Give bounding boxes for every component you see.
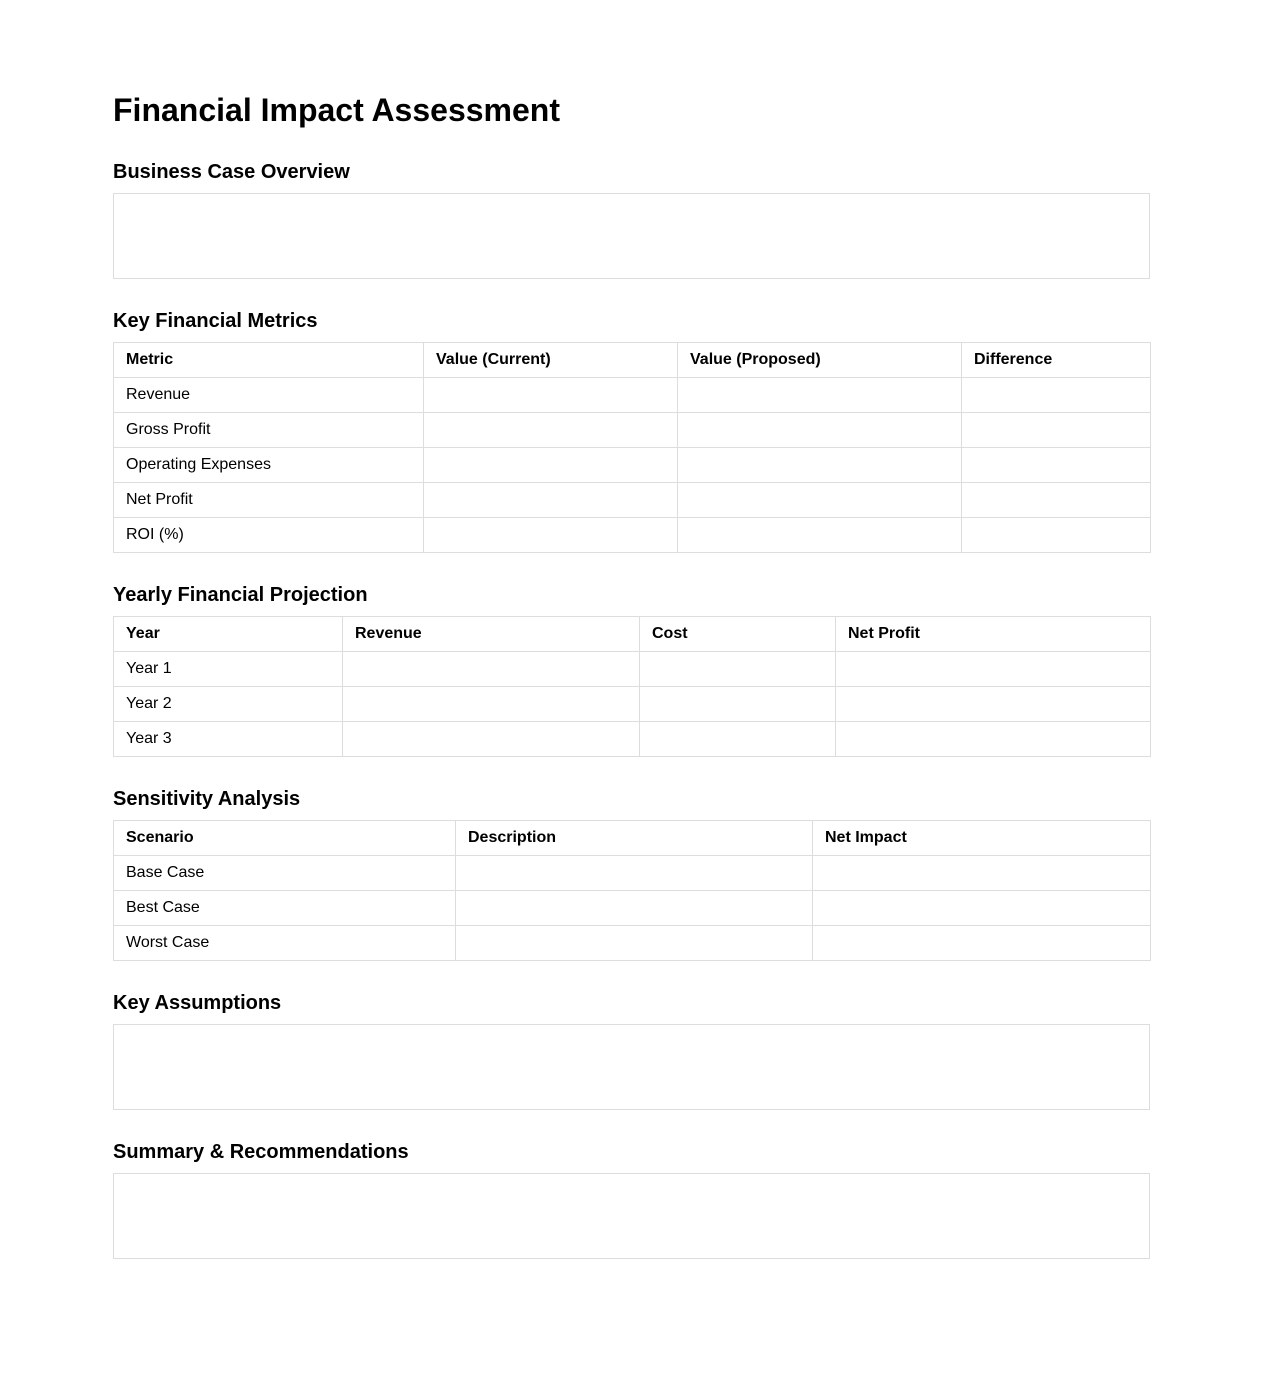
table-row <box>114 378 1151 413</box>
value-cell[interactable] <box>962 518 1151 553</box>
value-cell[interactable] <box>678 378 962 413</box>
value-cell[interactable] <box>343 652 640 687</box>
section-heading-business-case: Business Case Overview <box>113 161 350 183</box>
value-cell[interactable] <box>836 722 1151 757</box>
value-cell[interactable] <box>424 518 678 553</box>
table-row <box>114 448 1151 483</box>
table-row <box>114 687 1151 722</box>
row-label-cell: Year 2 <box>114 687 343 722</box>
section-heading-sensitivity: Sensitivity Analysis <box>113 788 301 810</box>
column-header: Scenario <box>114 821 456 856</box>
value-cell[interactable] <box>640 722 836 757</box>
table-row <box>114 891 1151 926</box>
value-cell[interactable] <box>424 448 678 483</box>
value-cell[interactable] <box>813 926 1151 961</box>
row-label-cell: ROI (%) <box>114 518 424 553</box>
value-cell[interactable] <box>456 891 813 926</box>
value-cell[interactable] <box>640 687 836 722</box>
table-row <box>114 483 1151 518</box>
value-cell[interactable] <box>813 891 1151 926</box>
page-title: Financial Impact Assessment <box>113 92 560 128</box>
column-header: Value (Current) <box>424 343 678 378</box>
value-cell[interactable] <box>456 856 813 891</box>
business-case-box[interactable] <box>113 193 1150 279</box>
row-label-cell: Worst Case <box>114 926 456 961</box>
sensitivity-table <box>113 820 1151 961</box>
row-label-cell: Revenue <box>114 378 424 413</box>
value-cell[interactable] <box>640 652 836 687</box>
value-cell[interactable] <box>343 722 640 757</box>
section-heading-projection: Yearly Financial Projection <box>113 584 368 606</box>
row-label-cell: Gross Profit <box>114 413 424 448</box>
table-row <box>114 856 1151 891</box>
assumptions-box[interactable] <box>113 1024 1150 1110</box>
value-cell[interactable] <box>836 652 1151 687</box>
table-row <box>114 518 1151 553</box>
table-header-row <box>114 343 1151 378</box>
column-header: Net Profit <box>836 617 1151 652</box>
section-heading-summary: Summary & Recommendations <box>113 1141 409 1163</box>
column-header: Value (Proposed) <box>678 343 962 378</box>
value-cell[interactable] <box>424 378 678 413</box>
table-row <box>114 413 1151 448</box>
value-cell[interactable] <box>678 448 962 483</box>
row-label-cell: Year 1 <box>114 652 343 687</box>
column-header: Net Impact <box>813 821 1151 856</box>
section-heading-assumptions: Key Assumptions <box>113 992 282 1014</box>
column-header: Year <box>114 617 343 652</box>
value-cell[interactable] <box>678 413 962 448</box>
document <box>113 0 1150 1379</box>
column-header: Revenue <box>343 617 640 652</box>
value-cell[interactable] <box>678 518 962 553</box>
value-cell[interactable] <box>678 483 962 518</box>
table-header-row <box>114 617 1151 652</box>
table-row <box>114 722 1151 757</box>
row-label-cell: Operating Expenses <box>114 448 424 483</box>
row-label-cell: Best Case <box>114 891 456 926</box>
row-label-cell: Year 3 <box>114 722 343 757</box>
projection-table <box>113 616 1151 757</box>
value-cell[interactable] <box>813 856 1151 891</box>
value-cell[interactable] <box>424 413 678 448</box>
column-header: Metric <box>114 343 424 378</box>
column-header: Description <box>456 821 813 856</box>
key-metrics-table <box>113 342 1151 553</box>
table-header-row <box>114 821 1151 856</box>
value-cell[interactable] <box>962 378 1151 413</box>
column-header: Difference <box>962 343 1151 378</box>
table-row <box>114 652 1151 687</box>
column-header: Cost <box>640 617 836 652</box>
section-heading-key-metrics: Key Financial Metrics <box>113 310 318 332</box>
value-cell[interactable] <box>424 483 678 518</box>
value-cell[interactable] <box>456 926 813 961</box>
value-cell[interactable] <box>962 448 1151 483</box>
row-label-cell: Base Case <box>114 856 456 891</box>
value-cell[interactable] <box>962 413 1151 448</box>
value-cell[interactable] <box>343 687 640 722</box>
value-cell[interactable] <box>962 483 1151 518</box>
value-cell[interactable] <box>836 687 1151 722</box>
row-label-cell: Net Profit <box>114 483 424 518</box>
table-row <box>114 926 1151 961</box>
summary-box[interactable] <box>113 1173 1150 1259</box>
